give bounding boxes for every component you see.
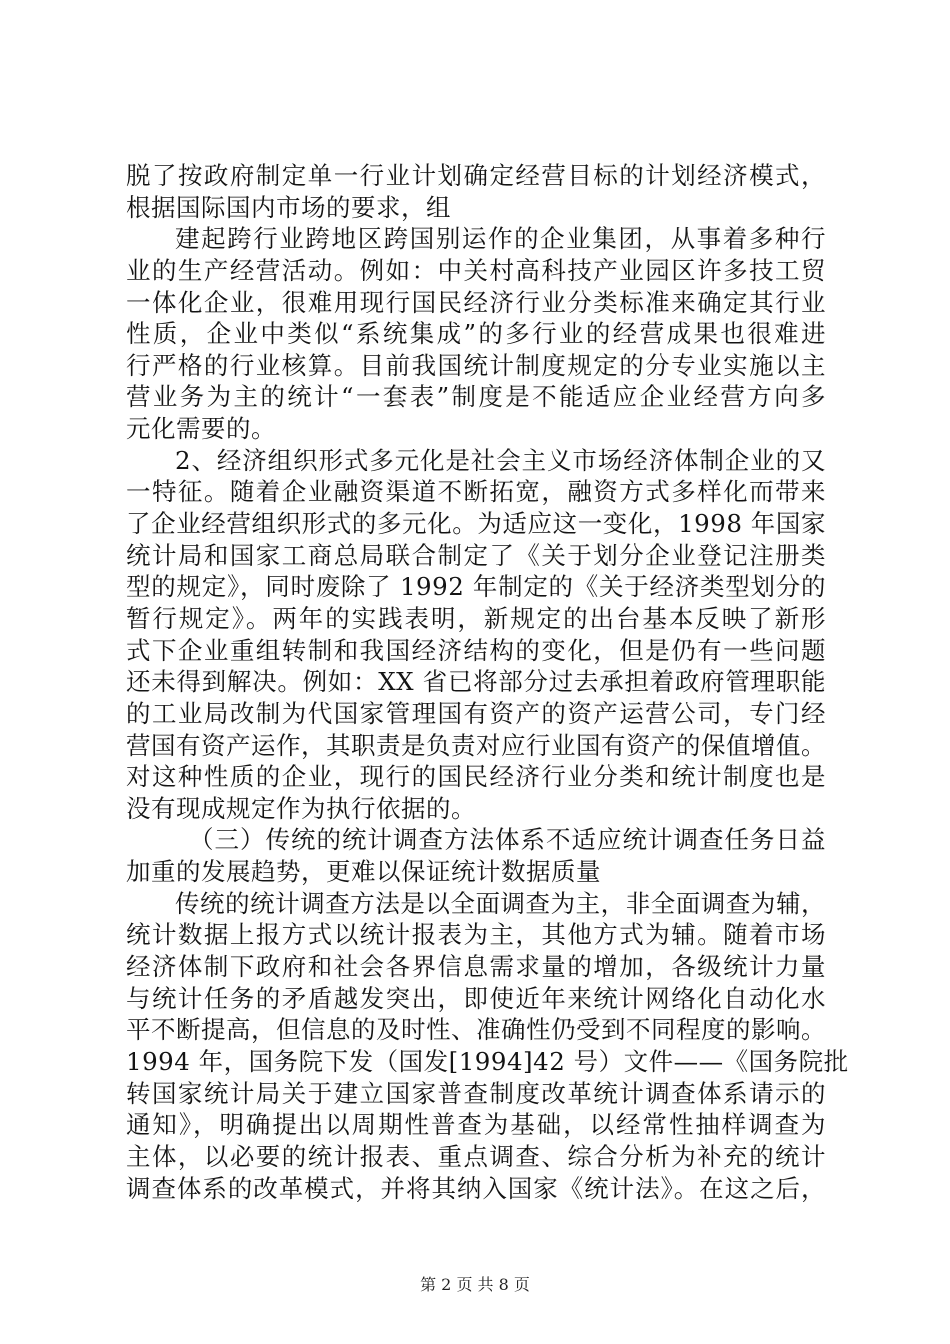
section-heading-line: （三）传统的统计调查方法体系不适应统计调查任务日益 bbox=[189, 825, 826, 855]
page-number-footer: 第 2 页 共 8 页 bbox=[420, 1275, 530, 1294]
text-line: 对这种性质的企业，现行的国民经济行业分类和统计制度也是 bbox=[126, 762, 826, 792]
text-line: 2、经济组织形式多元化是社会主义市场经济体制企业的又 bbox=[175, 445, 826, 475]
text-line: 性质，企业中类似“系统集成”的多行业的经营成果也很难进 bbox=[126, 319, 826, 349]
text-line: 传统的统计调查方法是以全面调查为主，非全面调查为辅， bbox=[175, 888, 826, 918]
text-line: 营业务为主的统计“一套表”制度是不能适应企业经营方向多 bbox=[126, 382, 826, 412]
text-line: 业的生产经营活动。例如：中关村高科技产业园区许多技工贸 bbox=[126, 255, 826, 285]
text-line: 了企业经营组织形式的多元化。为适应这一变化，1998 年国家 bbox=[126, 509, 826, 539]
text-line: 式下企业重组转制和我国经济结构的变化，但是仍有一些问题 bbox=[126, 635, 826, 665]
text-line: 营国有资产运作，其职责是负责对应行业国有资产的保值增值。 bbox=[126, 730, 826, 760]
text-line: 平不断提高，但信息的及时性、准确性仍受到不同程度的影响。 bbox=[126, 1015, 826, 1045]
text-line: 主体，以必要的统计报表、重点调查、综合分析为补充的统计 bbox=[126, 1141, 826, 1171]
section-heading-line: 加重的发展趋势，更难以保证统计数据质量 bbox=[126, 857, 601, 887]
text-line: 调查体系的改革模式，并将其纳入国家《统计法》。在这之后， bbox=[126, 1173, 826, 1203]
text-line: 暂行规定》。两年的实践表明，新规定的出台基本反映了新形 bbox=[126, 603, 826, 633]
text-line: 统计数据上报方式以统计报表为主，其他方式为辅。随着市场 bbox=[126, 920, 826, 950]
text-line: 经济体制下政府和社会各界信息需求量的增加，各级统计力量 bbox=[126, 952, 826, 982]
text-line: 转国家统计局关于建立国家普查制度改革统计调查体系请示的 bbox=[126, 1078, 826, 1108]
text-line: 元化需要的。 bbox=[126, 414, 276, 444]
document-body bbox=[126, 160, 849, 1204]
text-line: 还未得到解决。例如：XX 省已将部分过去承担着政府管理职能 bbox=[126, 667, 826, 697]
text-line: 一体化企业，很难用现行国民经济行业分类标准来确定其行业 bbox=[126, 287, 826, 317]
text-line: 通知》，明确提出以周期性普查为基础，以经常性抽样调查为 bbox=[126, 1110, 826, 1140]
text-line: 根据国际国内市场的要求，组 bbox=[126, 192, 451, 222]
text-line: 一特征。随着企业融资渠道不断拓宽，融资方式多样化而带来 bbox=[126, 477, 826, 507]
text-line: 1994 年，国务院下发（国发[1994]42 号）文件——《国务院批 bbox=[126, 1046, 849, 1076]
text-line: 建起跨行业跨地区跨国别运作的企业集团，从事着多种行 bbox=[175, 224, 826, 254]
text-line: 没有现成规定作为执行依据的。 bbox=[126, 793, 476, 823]
text-line: 型的规定》，同时废除了 1992 年制定的《关于经济类型划分的 bbox=[126, 572, 826, 602]
text-line: 行严格的行业核算。目前我国统计制度规定的分专业实施以主 bbox=[126, 350, 826, 380]
text-line: 脱了按政府制定单一行业计划确定经营目标的计划经济模式， bbox=[126, 161, 826, 190]
text-line: 与统计任务的矛盾越发突出，即使近年来统计网络化自动化水 bbox=[126, 983, 826, 1013]
text-line: 统计局和国家工商总局联合制定了《关于划分企业登记注册类 bbox=[126, 540, 826, 570]
text-line: 的工业局改制为代国家管理国有资产的资产运营公司，专门经 bbox=[126, 698, 826, 728]
